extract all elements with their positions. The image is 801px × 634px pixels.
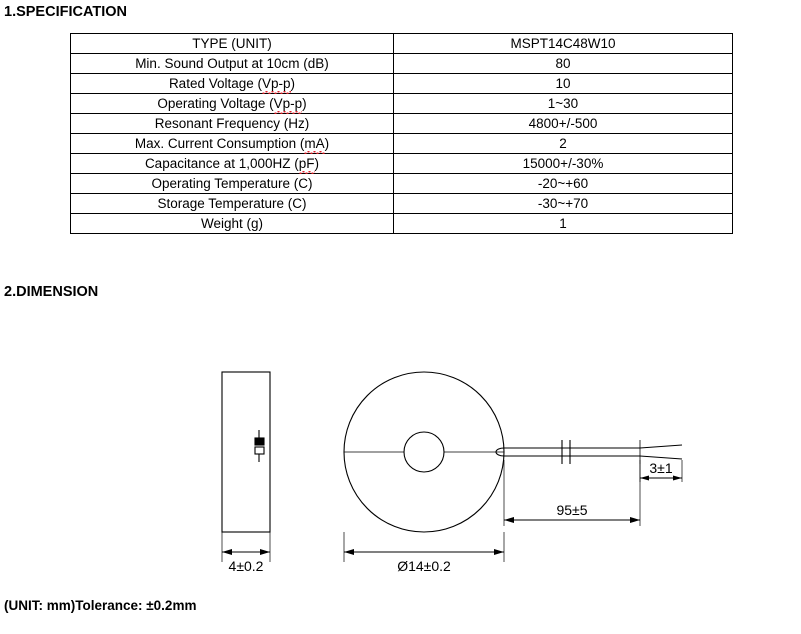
arrowhead	[630, 517, 640, 523]
arrowhead	[344, 549, 354, 555]
dimension-label-diameter: Ø14±0.2	[397, 558, 451, 574]
unit-tolerance-note: (UNIT: mm)Tolerance: ±0.2mm	[4, 598, 197, 613]
spec-value-cell: 4800+/-500	[394, 114, 733, 134]
front-view-center-hole	[404, 432, 444, 472]
dimension-label-thickness: 4±0.2	[228, 558, 264, 574]
dimension-drawing	[0, 330, 801, 580]
table-row	[71, 114, 733, 134]
spellcheck-underline: Vp-p	[273, 96, 303, 111]
dimension-heading: 2.DIMENSION	[4, 284, 99, 300]
spec-value-cell: 80	[394, 54, 733, 74]
dimension-label-wire-length: 95±5	[556, 502, 588, 518]
spec-param-text: Capacitance at 1,000HZ (pF)	[144, 156, 320, 171]
arrowhead	[504, 517, 514, 523]
table-row	[71, 214, 733, 234]
spec-param-cell	[71, 134, 394, 154]
spec-value-cell: 15000+/-30%	[394, 154, 733, 174]
side-view-body	[222, 372, 270, 532]
arrowhead	[260, 549, 270, 555]
spec-value-cell: -20~+60	[394, 174, 733, 194]
table-row	[71, 34, 733, 54]
spec-param-cell: Storage Temperature (C)	[71, 194, 394, 214]
wire-end-lower	[640, 456, 682, 459]
spec-value-cell: 1~30	[394, 94, 733, 114]
table-row	[71, 134, 733, 154]
specification-table-body	[71, 34, 733, 234]
spellcheck-underline: Vp-p	[262, 76, 291, 91]
spec-param-text: Rated Voltage (Vp-p)	[168, 76, 296, 91]
table-row	[71, 174, 733, 194]
spec-value-cell: 1	[394, 214, 733, 234]
table-row	[71, 74, 733, 94]
table-row	[71, 94, 733, 114]
wire-end-upper	[640, 445, 682, 448]
spec-value-cell: 2	[394, 134, 733, 154]
table-row	[71, 194, 733, 214]
table-row	[71, 154, 733, 174]
spec-value-cell: MSPT14C48W10	[394, 34, 733, 54]
arrowhead	[640, 476, 649, 481]
spec-value-cell: 10	[394, 74, 733, 94]
side-view-terminal	[255, 447, 264, 454]
arrowhead	[494, 549, 504, 555]
specification-heading: 1.SPECIFICATION	[4, 4, 127, 20]
spec-param-cell: Min. Sound Output at 10cm (dB)	[71, 54, 394, 74]
specification-table	[70, 33, 733, 234]
spec-param-cell	[71, 94, 394, 114]
spec-param-cell: Resonant Frequency (Hz)	[71, 114, 394, 134]
spec-param-text: Max. Current Consumption (mA)	[134, 136, 330, 151]
dimension-label-wire-end: 3±1	[649, 460, 673, 476]
spec-param-cell: TYPE (UNIT)	[71, 34, 394, 54]
dimension-drawing-svg	[0, 330, 801, 580]
spec-param-text: Operating Voltage (Vp-p)	[157, 96, 307, 111]
spec-param-cell: Weight (g)	[71, 214, 394, 234]
spec-param-cell: Operating Temperature (C)	[71, 174, 394, 194]
arrowhead	[222, 549, 232, 555]
arrowhead	[673, 476, 682, 481]
spellcheck-underline: pF	[298, 156, 315, 171]
side-view-terminal	[255, 438, 264, 445]
spec-param-cell	[71, 154, 394, 174]
spec-value-cell: -30~+70	[394, 194, 733, 214]
table-row	[71, 54, 733, 74]
spellcheck-underline: mA	[304, 136, 325, 151]
spec-param-cell	[71, 74, 394, 94]
